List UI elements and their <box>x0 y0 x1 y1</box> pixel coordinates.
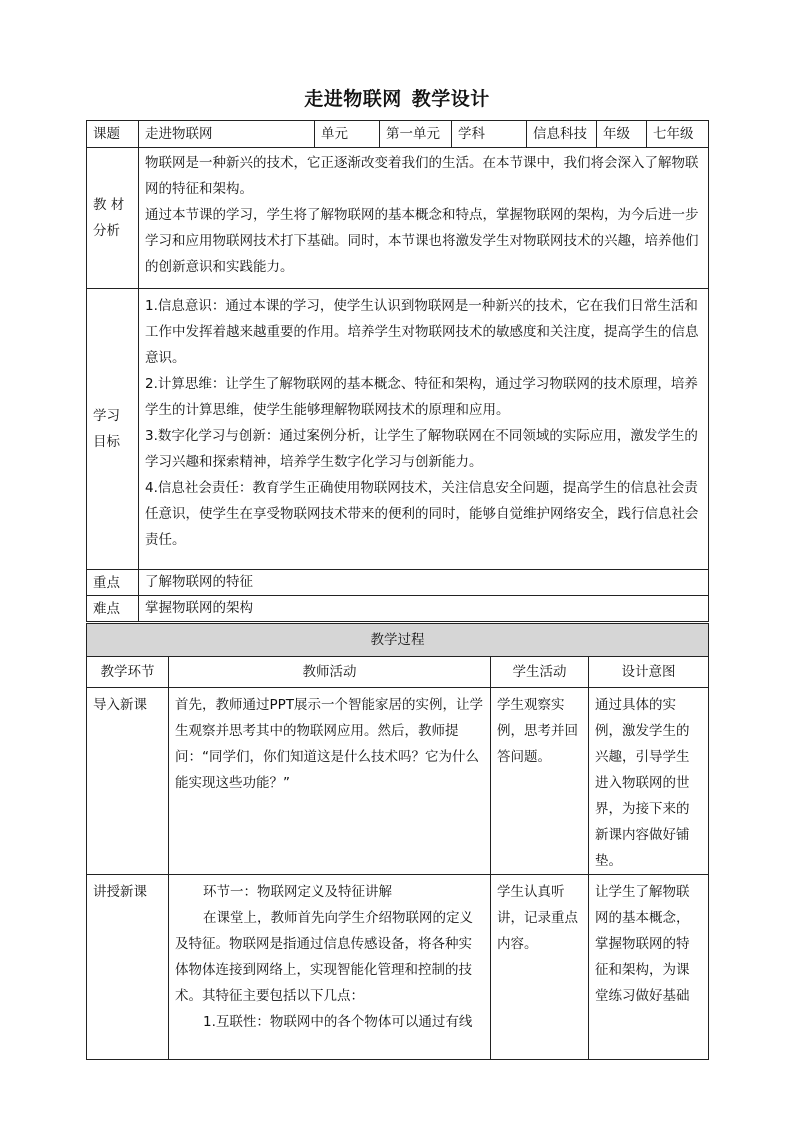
document-title <box>0 84 794 111</box>
key-point-text: 了解物联网的特征 <box>139 570 709 596</box>
objective-item: 2.计算思维：让学生了解物联网的基本概念、特征和架构，通过学习物联网的技术原理，培养学生的计算思维，使学生能够理解物联网技术的原理和应用。 <box>145 376 698 418</box>
analysis-label-line2: 分析 <box>93 223 120 239</box>
analysis-label <box>87 148 139 289</box>
label-subject: 学科 <box>452 121 527 148</box>
objective-item: 3.数字化学习与创新：通过案例分析，让学生了解物联网在不同领域的实际应用，激发学生的学习兴趣和探索精神，培养学生数字化学习与创新能力。 <box>145 428 698 470</box>
analysis-label-line1: 教 材 <box>93 197 125 213</box>
unit-value: 第一单元 <box>380 121 452 148</box>
objectives-content <box>139 289 709 570</box>
document-title-main: 走进物联网 <box>304 88 402 110</box>
analysis-paragraph: 物联网是一种新兴的技术，它正逐渐改变着我们的生活。在本节课中，我们将会深入了解物联网的特征和架构。 <box>145 155 699 197</box>
grade-value: 七年级 <box>647 121 709 148</box>
column-header: 学生活动 <box>491 657 589 688</box>
subject-value: 信息科技 <box>527 121 597 148</box>
analysis-content <box>139 148 709 289</box>
analysis-paragraph: 通过本节课的学习，学生将了解物联网的基本概念和特点，掌握物联网的架构，为今后进一步学习和应用物联网技术打下基础。同时，本节课也将激发学生对物联网技术的兴趣，培养他们的创新意识和实践能力。 <box>145 207 699 275</box>
student-activity-cell: 学生观察实例，思考并回答问题。 <box>491 688 589 875</box>
column-header: 教师活动 <box>169 657 491 688</box>
process-row-new-lesson <box>87 875 709 1060</box>
objective-item: 4.信息社会责任：教育学生正确使用物联网技术，关注信息安全问题，提高学生的信息社会责任意识，使学生在享受物联网技术带来的便利的同时，能够自觉维护网络安全，践行信息社会责任。 <box>145 480 699 548</box>
header-row <box>87 121 709 148</box>
difficulty-row <box>87 596 709 622</box>
stage-cell: 导入新课 <box>87 688 169 875</box>
design-intent-cell: 让学生了解物联网的基本概念，掌握物联网的特征和架构，为课堂练习做好基础 <box>589 875 709 1060</box>
process-title: 教学过程 <box>87 624 709 657</box>
objectives-label <box>87 289 139 570</box>
analysis-row <box>87 148 709 289</box>
key-point-label: 重点 <box>87 570 139 596</box>
label-topic: 课题 <box>87 121 139 148</box>
process-title-row <box>87 624 709 657</box>
topic-value: 走进物联网 <box>139 121 315 148</box>
difficulty-text: 掌握物联网的架构 <box>139 596 709 622</box>
objectives-label-line1: 学习 <box>93 408 120 424</box>
label-grade: 年级 <box>597 121 647 148</box>
key-point-row <box>87 570 709 596</box>
stage-cell: 讲授新课 <box>87 875 169 1060</box>
objectives-label-line2: 目标 <box>93 434 120 450</box>
design-intent-cell: 通过具体的实例，激发学生的兴趣，引导学生进入物联网的世界，为接下来的新课内容做好铺垫。 <box>589 688 709 875</box>
teacher-activity-text: 在课堂上，教师首先向学生介绍物联网的定义及特征。物联网是指通过信息传感设备，将各种实体物体连接到网络上，实现智能化管理和控制的技术。其特征主要包括以下几点： <box>175 910 473 1004</box>
objective-item: 1.信息意识：通过本课的学习，使学生认识到物联网是一种新兴的技术，它在我们日常生活和工作中发挥着越来越重要的作用。培养学生对物联网技术的敏感度和关注度，提高学生的信息意识。 <box>145 298 699 366</box>
student-activity-cell: 学生认真听讲，记录重点内容。 <box>491 875 589 1060</box>
label-unit: 单元 <box>315 121 380 148</box>
teacher-activity-cell <box>169 875 491 1060</box>
teacher-activity-text: 1.互联性：物联网中的各个物体可以通过有线 <box>203 1014 473 1030</box>
teacher-activity-heading: 环节一：物联网定义及特征讲解 <box>203 884 392 900</box>
column-header: 设计意图 <box>589 657 709 688</box>
document-title-suffix: 教学设计 <box>411 88 490 110</box>
objectives-row <box>87 289 709 570</box>
teacher-activity-cell <box>169 688 491 875</box>
process-row-intro <box>87 688 709 875</box>
column-header: 教学环节 <box>87 657 169 688</box>
teaching-process-table <box>86 623 709 1060</box>
teacher-activity-text: 首先，教师通过PPT展示一个智能家居的实例，让学生观察并思考其中的物联网应用。然后，教师提问：“同学们，你们知道这是什么技术吗？它为什么能实现这些功能？” <box>175 697 484 791</box>
lesson-info-table <box>86 120 709 622</box>
process-column-header-row <box>87 657 709 688</box>
difficulty-label: 难点 <box>87 596 139 622</box>
